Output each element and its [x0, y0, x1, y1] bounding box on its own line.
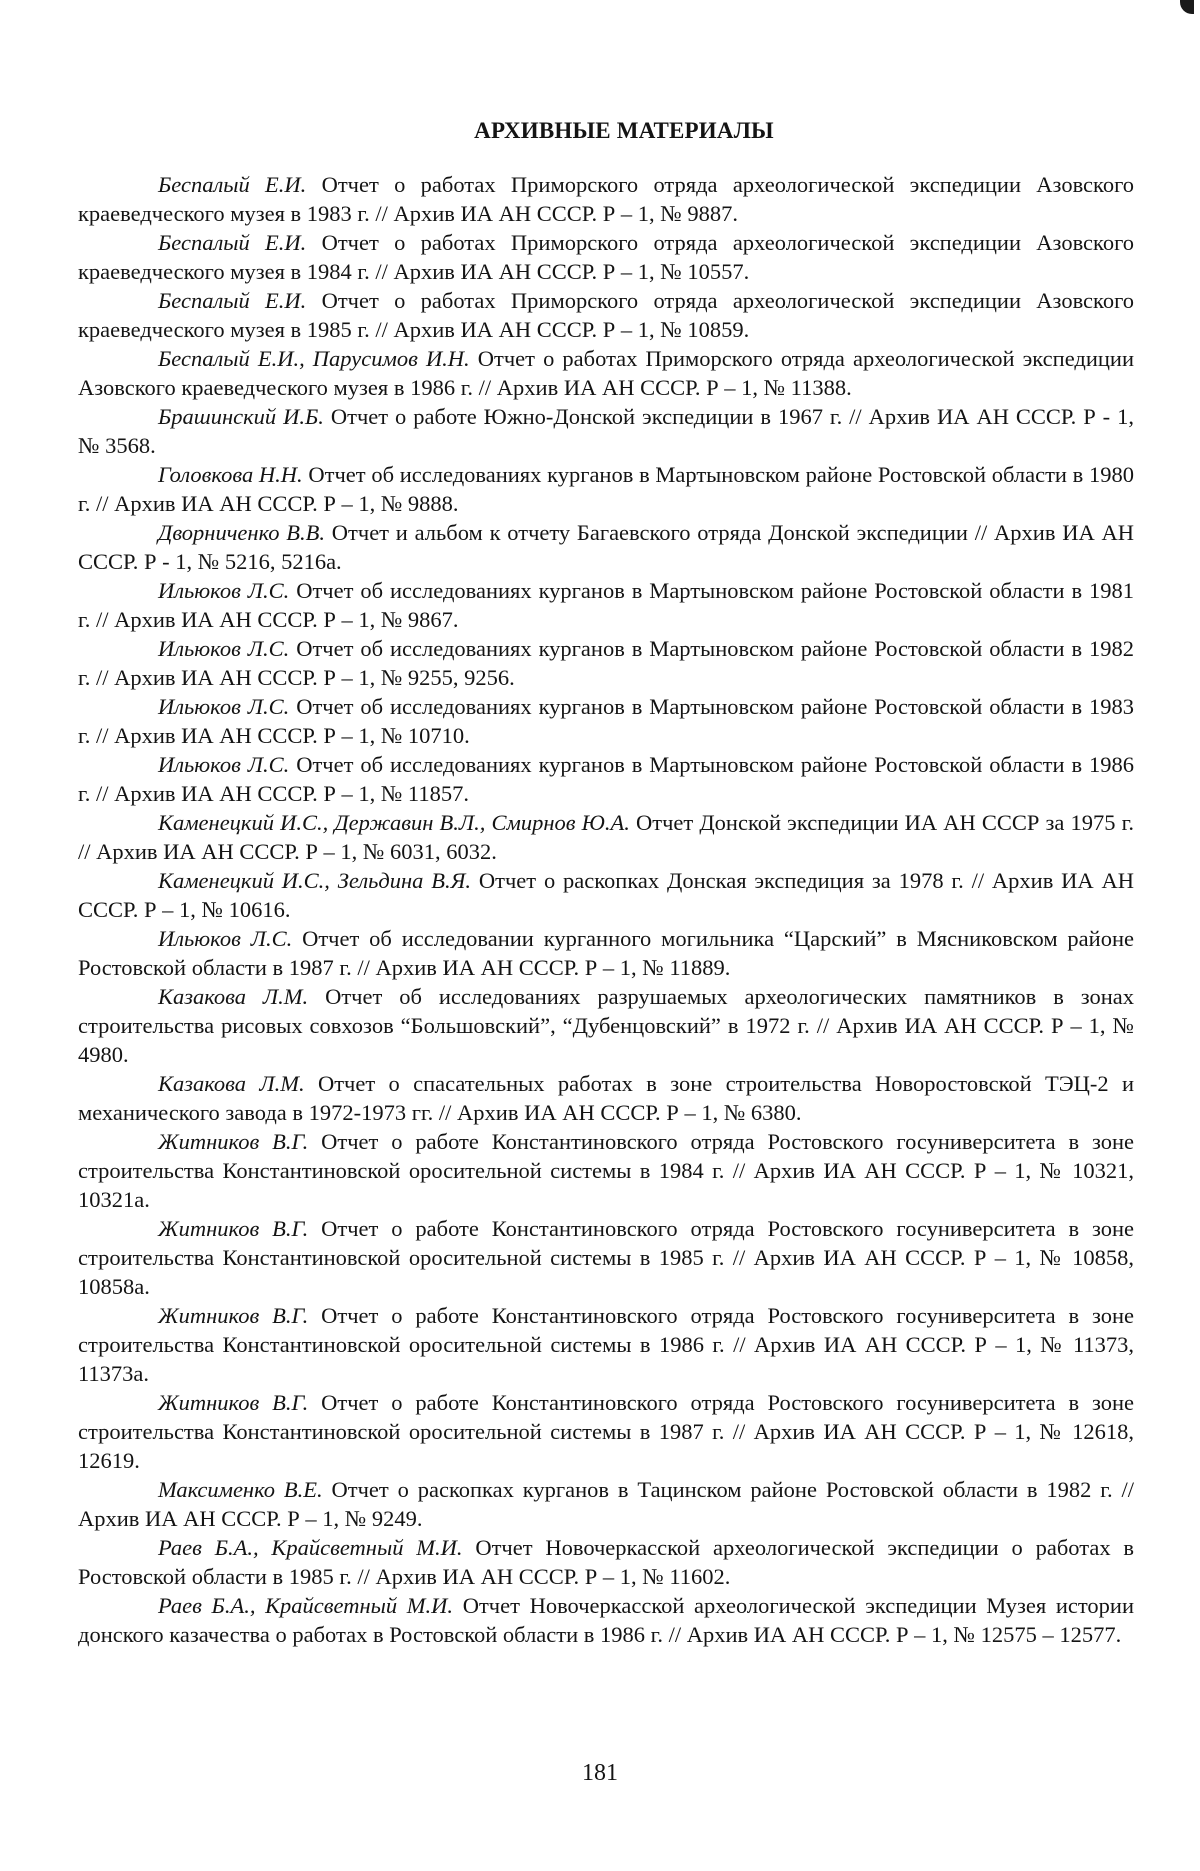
entry-text: Отчет об исследованиях курганов в Мартыновском районе Ростовской области в 1981 г. // Архив ИА АН СССР. Р – 1, № 9867.	[78, 578, 1134, 632]
scan-corner-mark	[1180, 0, 1194, 14]
bibliography-entry	[78, 866, 1134, 924]
entry-text: Отчет о работах Приморского отряда археологической экспедиции Азовского краеведческого музея в 1985 г. // Архив ИА АН СССР. Р – 1, № 10859.	[78, 288, 1135, 342]
bibliography-entry	[78, 518, 1134, 576]
bibliography-entry	[78, 692, 1134, 750]
entry-text: Отчет о работе Южно-Донской экспедиции в 1967 г. // Архив ИА АН СССР. Р - 1, № 3568.	[78, 404, 1135, 458]
bibliography-entry	[78, 1475, 1134, 1533]
entry-text: Отчет о работе Константиновского отряда Ростовского госуниверситета в зоне строительства Константиновской оросительной системы в 1985 г. // Архив ИА АН СССР. Р – 1, № 10858, 10858а.	[78, 1216, 1135, 1299]
bibliography-entry	[78, 1214, 1134, 1301]
bibliography-entry	[78, 1069, 1134, 1127]
entry-text: Отчет о работах Приморского отряда археологической экспедиции Азовского краеведческого музея в 1983 г. // Архив ИА АН СССР. Р – 1, № 9887.	[78, 172, 1135, 226]
entry-text: Отчет о работе Константиновского отряда Ростовского госуниверситета в зоне строительства Константиновской оросительной системы в 1987 г. // Архив ИА АН СССР. Р – 1, № 12618, 12619.	[78, 1390, 1135, 1473]
entry-author: Раев Б.А., Крайсветный М.И.	[158, 1535, 463, 1560]
entry-author: Ильюков Л.С.	[158, 636, 290, 661]
entry-text: Отчет об исследованиях курганов в Мартыновском районе Ростовской области в 1982 г. // Архив ИА АН СССР. Р – 1, № 9255, 9256.	[78, 636, 1134, 690]
entry-author: Каменецкий И.С., Державин В.Л., Смирнов Ю.А.	[158, 810, 630, 835]
entry-author: Беспалый Е.И.	[158, 172, 307, 197]
entry-text: Отчет о раскопках курганов в Тацинском районе Ростовской области в 1982 г. // Архив ИА АН СССР. Р – 1, № 9249.	[78, 1477, 1134, 1531]
entry-author: Раев Б.А., Крайсветный М.И.	[158, 1593, 454, 1618]
bibliography-entry	[78, 286, 1134, 344]
entry-text: Отчет и альбом к отчету Багаевского отряда Донской экспедиции // Архив ИА АН СССР. Р - 1, № 5216, 5216а.	[78, 520, 1134, 574]
bibliography-entry	[78, 1533, 1134, 1591]
entry-author: Каменецкий И.С., Зельдина В.Я.	[158, 868, 472, 893]
entry-author: Ильюков Л.С.	[158, 752, 290, 777]
entry-author: Ильюков Л.С.	[158, 578, 290, 603]
bibliography-entry	[78, 982, 1134, 1069]
entry-author: Беспалый Е.И., Парусимов И.Н.	[158, 346, 470, 371]
entry-author: Дворниченко В.В.	[158, 520, 326, 545]
bibliography-entry	[78, 460, 1134, 518]
entry-text: Отчет о раскопках Донская экспедиция за 1978 г. // Архив ИА АН СССР. Р – 1, № 10616.	[78, 868, 1134, 922]
entry-text: Отчет о спасательных работах в зоне строительства Новоростовской ТЭЦ-2 и механического завода в 1972-1973 гг. // Архив ИА АН СССР. Р – 1, № 6380.	[78, 1071, 1134, 1125]
entry-text: Отчет Новочеркасской археологической экспедиции о работах в Ростовской области в 1985 г. // Архив ИА АН СССР. Р – 1, № 11602.	[78, 1535, 1135, 1589]
entry-author: Казакова Л.М.	[158, 984, 309, 1009]
entry-author: Беспалый Е.И.	[158, 288, 307, 313]
entry-author: Житников В.Г.	[158, 1390, 309, 1415]
entry-author: Брашинский И.Б.	[158, 404, 324, 429]
bibliography-entry	[78, 402, 1134, 460]
bibliography-entry	[78, 808, 1134, 866]
bibliography-entry	[78, 634, 1134, 692]
bibliography-entry	[78, 576, 1134, 634]
entry-author: Казакова Л.М.	[158, 1071, 305, 1096]
entry-author: Беспалый Е.И.	[158, 230, 307, 255]
bibliography-entry	[78, 750, 1134, 808]
bibliography-entry	[78, 1127, 1134, 1214]
entry-text: Отчет Донской экспедиции ИА АН СССР за 1975 г. // Архив ИА АН СССР. Р – 1, № 6031, 6032.	[78, 810, 1134, 864]
bibliography-entry	[78, 170, 1134, 228]
bibliography-entry	[78, 228, 1134, 286]
entry-author: Житников В.Г.	[158, 1216, 309, 1241]
entry-text: Отчет о работах Приморского отряда археологической экспедиции Азовского краеведческого музея в 1984 г. // Архив ИА АН СССР. Р – 1, № 10557.	[78, 230, 1135, 284]
bibliography-entry	[78, 1301, 1134, 1388]
entry-text: Отчет Новочеркасской археологической экспедиции Музея истории донского казачества о работах в Ростовской области в 1986 г. // Архив ИА АН СССР. Р – 1, № 12575 – 12577.	[78, 1593, 1134, 1647]
entry-author: Ильюков Л.С.	[158, 694, 290, 719]
entry-author: Житников В.Г.	[158, 1129, 309, 1154]
entry-text: Отчет о работах Приморского отряда археологической экспедиции Азовского краеведческого музея в 1986 г. // Архив ИА АН СССР. Р – 1, № 11388.	[78, 346, 1134, 400]
entry-text: Отчет об исследованиях курганов в Мартыновском районе Ростовской области в 1986 г. // Архив ИА АН СССР. Р – 1, № 11857.	[78, 752, 1134, 806]
bibliography-entry	[78, 344, 1134, 402]
entry-author: Житников В.Г.	[158, 1303, 309, 1328]
entry-text: Отчет об исследованиях курганов в Мартыновском районе Ростовской области в 1980 г. // Архив ИА АН СССР. Р – 1, № 9888.	[78, 462, 1134, 516]
entry-text: Отчет об исследованиях курганов в Мартыновском районе Ростовской области в 1983 г. // Архив ИА АН СССР. Р – 1, № 10710.	[78, 694, 1134, 748]
entry-author: Максименко В.Е.	[158, 1477, 323, 1502]
entry-text: Отчет о работе Константиновского отряда Ростовского госуниверситета в зоне строительства Константиновской оросительной системы в 1986 г. // Архив ИА АН СССР. Р – 1, № 11373, 11373а.	[78, 1303, 1135, 1386]
entry-text: Отчет о работе Константиновского отряда Ростовского госуниверситета в зоне строительства Константиновской оросительной системы в 1984 г. // Архив ИА АН СССР. Р – 1, № 10321, 10321а.	[78, 1129, 1135, 1212]
entry-author: Ильюков Л.С.	[158, 926, 293, 951]
page-title: АРХИВНЫЕ МАТЕРИАЛЫ	[474, 118, 774, 143]
entry-text: Отчет об исследованиях разрушаемых археологических памятников в зонах строительства рисовых совхозов “Большовский”, “Дубенцовский” в 1972 г. // Архив ИА АН СССР. Р – 1, № 4980.	[78, 984, 1135, 1067]
page-number: 181	[582, 1760, 618, 1786]
entry-author: Головкова Н.Н.	[158, 462, 303, 487]
bibliography-entry	[78, 1591, 1134, 1649]
document-page	[78, 118, 1134, 1649]
entry-text: Отчет об исследовании курганного могильника “Царский” в Мясниковском районе Ростовской области в 1987 г. // Архив ИА АН СССР. Р – 1, № 11889.	[78, 926, 1134, 980]
bibliography-entry	[78, 1388, 1134, 1475]
bibliography-list	[78, 170, 1134, 1649]
bibliography-entry	[78, 924, 1134, 982]
